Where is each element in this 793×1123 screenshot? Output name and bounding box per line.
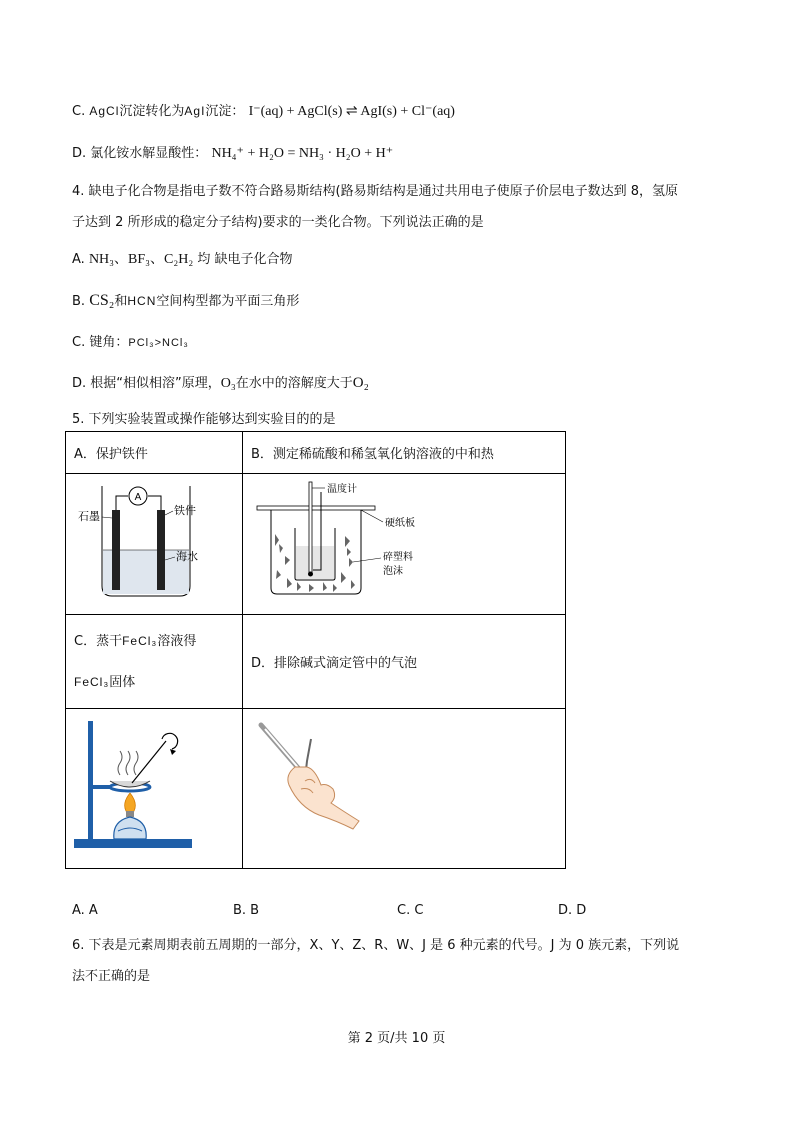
option-letter: D. bbox=[72, 376, 87, 391]
q3-option-c bbox=[72, 100, 455, 120]
figure-c-cell bbox=[66, 709, 243, 869]
iron-label: 铁件 bbox=[174, 504, 196, 517]
q6-stem-line-2: 法不正确的是 bbox=[72, 969, 151, 984]
q4-option-b bbox=[72, 290, 299, 310]
flame-icon bbox=[125, 793, 136, 814]
ammeter-label: A bbox=[134, 492, 142, 503]
formula: AgI bbox=[184, 104, 206, 118]
option-text: 和 bbox=[114, 294, 128, 309]
option-text: 在水中的溶解度大于 bbox=[235, 376, 353, 391]
option-letter: A. bbox=[72, 252, 85, 267]
option-text: 均 缺电子化合物 bbox=[197, 252, 293, 267]
inner-solution bbox=[296, 546, 334, 579]
graphite-electrode bbox=[112, 510, 120, 590]
figure-a-cell bbox=[66, 474, 243, 615]
formula: AgCl bbox=[89, 104, 120, 118]
cell-c-label bbox=[66, 615, 243, 709]
foam-label-1: 碎塑料 bbox=[383, 552, 413, 563]
q4-stem-line-1: 4. 缺电子化合物是指电子数不符合路易斯结构(路易斯结构是通过共用电子使原子价层电子数达到 8，氢原 bbox=[72, 184, 679, 199]
q4-option-d bbox=[72, 372, 369, 392]
formula: O₃ bbox=[220, 376, 236, 391]
figure-d-cell bbox=[243, 709, 566, 869]
formula: O₂ bbox=[352, 375, 369, 391]
electrochem-cell-figure bbox=[66, 474, 242, 610]
q3-option-d bbox=[72, 142, 393, 162]
formula: CS₂ bbox=[89, 292, 115, 309]
formula: PCl₃>NCl₃ bbox=[128, 337, 189, 349]
burette-bubble-figure bbox=[243, 709, 565, 864]
formula: FeCl₃ bbox=[122, 633, 158, 648]
formula: FeCl₃ bbox=[74, 674, 110, 689]
cell-c-text: 溶液得 bbox=[157, 633, 197, 649]
page-footer: 第 2 页/共 10 页 bbox=[347, 1031, 446, 1046]
evaporating-dish bbox=[110, 781, 150, 787]
answer-a[interactable]: A. A bbox=[72, 903, 98, 918]
calorimeter-figure bbox=[243, 474, 565, 610]
answer-d[interactable]: D. D bbox=[558, 903, 587, 918]
option-letter: D. bbox=[72, 146, 87, 161]
stand-rod bbox=[88, 721, 93, 841]
iron-electrode bbox=[157, 510, 165, 590]
q5-stem: 5. 下列实验装置或操作能够达到实验目的的是 bbox=[72, 412, 336, 427]
option-text: 沉淀转化为 bbox=[119, 104, 185, 119]
equation: NH₄⁺ + H₂O = NH₃ · H₂O + H⁺ bbox=[211, 146, 394, 161]
thermometer-icon bbox=[309, 482, 312, 574]
q4-option-a bbox=[72, 248, 293, 268]
q5-options-table bbox=[65, 431, 566, 869]
seawater-label: 海水 bbox=[176, 550, 198, 563]
q4-stem-line-2: 子达到 2 所形成的稳定分子结构)要求的一类化合物。下列说法正确的是 bbox=[72, 215, 484, 230]
option-letter: B. bbox=[72, 294, 86, 309]
cardboard-label: 硬纸板 bbox=[385, 518, 415, 529]
cell-d-label: D．排除碱式滴定管中的气泡 bbox=[243, 615, 566, 709]
option-text: 空间构型都为平面三角形 bbox=[156, 294, 300, 309]
formula: NH₃、BF₃、C₂H₂ bbox=[88, 252, 194, 267]
answer-b[interactable]: B. B bbox=[233, 903, 260, 918]
cell-b-label: B．测定稀硫酸和稀氢氧化钠溶液的中和热 bbox=[243, 432, 566, 474]
cardboard-lid bbox=[257, 506, 375, 510]
foam-label-2: 泡沫 bbox=[383, 566, 403, 577]
evaporation-figure bbox=[66, 709, 242, 864]
option-text: 沉淀： bbox=[205, 104, 245, 119]
equation: I⁻(aq) + AgCl(s) ⇌ AgI(s) + Cl⁻(aq) bbox=[248, 104, 455, 119]
q6-stem-line-1: 6. 下表是元素周期表前五周期的一部分，X、Y、Z、R、W、J 是 6 种元素的代号。J 为 0 族元素，下列说 bbox=[72, 938, 680, 953]
hand-icon bbox=[288, 767, 359, 829]
option-text: 氯化铵水解显酸性： bbox=[90, 146, 208, 161]
option-text: 根据“相似相溶”原理， bbox=[90, 376, 221, 391]
graphite-label: 石墨 bbox=[78, 510, 100, 523]
cell-c-text: C．蒸干 bbox=[74, 633, 123, 649]
option-letter: C. bbox=[72, 104, 86, 119]
cell-c-text: 固体 bbox=[109, 674, 136, 690]
option-letter: C. bbox=[72, 335, 86, 350]
cell-a-label: A．保护铁件 bbox=[66, 432, 243, 474]
q4-option-c bbox=[72, 331, 189, 350]
formula: HCN bbox=[127, 294, 157, 308]
figure-b-cell bbox=[243, 474, 566, 615]
answer-c[interactable]: C. C bbox=[397, 903, 424, 918]
thermometer-label: 温度计 bbox=[327, 484, 357, 495]
option-text: 键角： bbox=[89, 335, 129, 350]
